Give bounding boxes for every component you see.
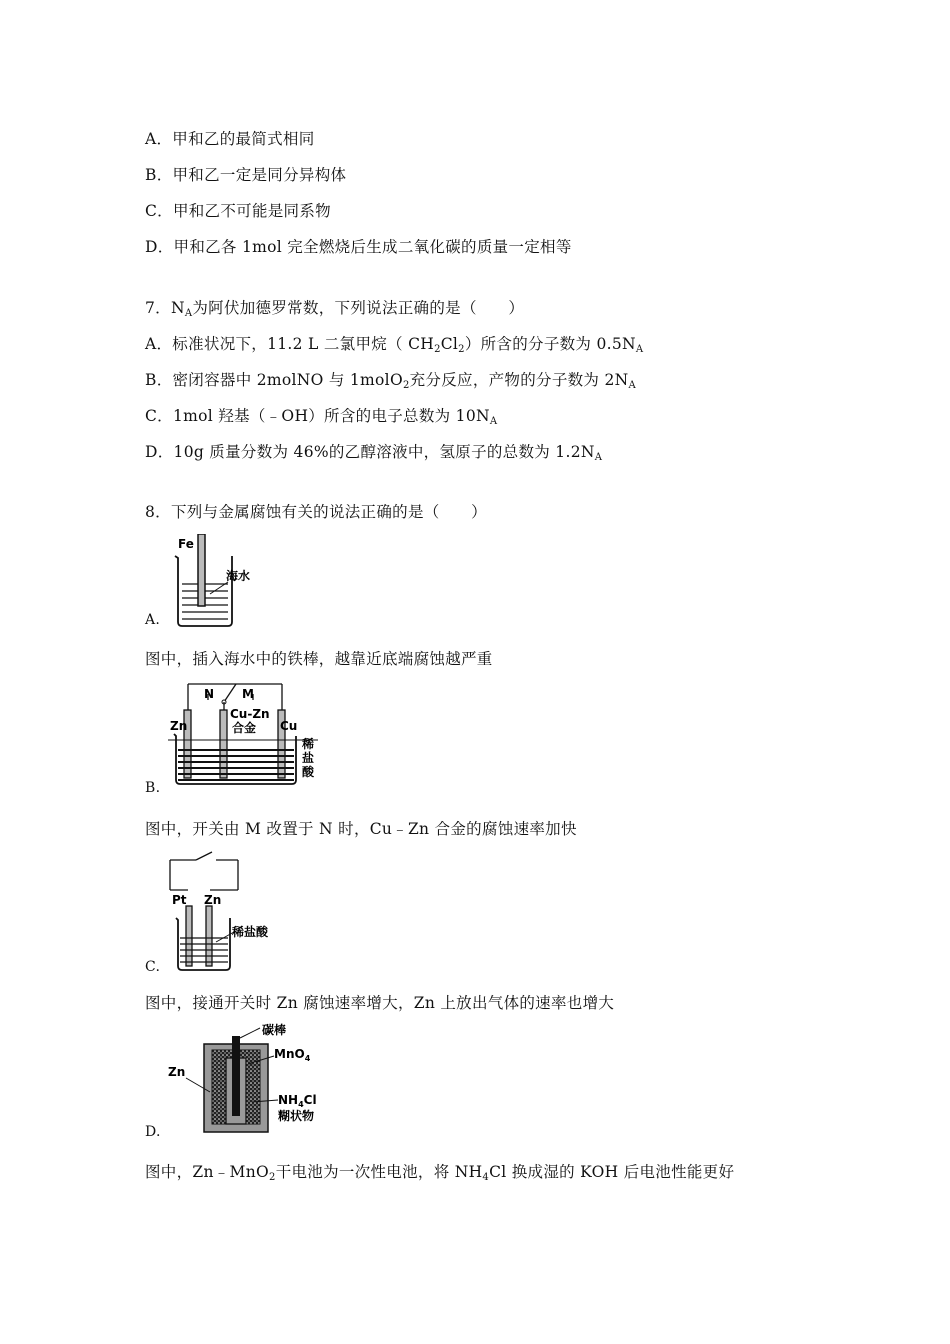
q7-option-d: D．10g 质量分数为 46%的乙醇溶液中，氢原子的总数为 $1.2N_A$ (145, 443, 603, 463)
q6-option-d: D．甲和乙各 1mol 完全燃烧后生成二氧化碳的质量一定相等 (145, 238, 572, 256)
acid-label-2: 盐 (302, 751, 315, 765)
carbon-rod-label: 碳棒 (262, 1023, 287, 1037)
q8-option-a-text: 图中，插入海水中的铁棒，越靠近底端腐蚀越严重 (145, 650, 493, 668)
figure-a-fe-seawater (170, 534, 270, 629)
figure-b-alloy-switch (168, 680, 328, 788)
q6-option-b: B．甲和乙一定是同分异构体 (145, 166, 347, 184)
q8-option-a-label: A. (145, 612, 161, 628)
switch-n-label: N (204, 687, 215, 701)
q7-stem: 7．$N_A$为阿伏加德罗常数，下列说法正确的是（ ） (145, 299, 525, 319)
zn-label-d: Zn (168, 1065, 186, 1079)
q8-option-c-text: 图中，接通开关时 Zn 腐蚀速率增大，Zn 上放出气体的速率也增大 (145, 994, 615, 1012)
q8-option-d-text: 图中，Zn﹣MnO$_2$干电池为一次性电池，将 $NH_4Cl$ 换成湿的 KOH 后电池性能更好 (145, 1163, 735, 1183)
q6-option-a: A．甲和乙的最简式相同 (145, 130, 315, 148)
alloy-label-2: 合金 (232, 721, 257, 735)
zn-label: Zn (170, 719, 188, 733)
pt-label: Pt (172, 893, 187, 907)
q8-option-b-label: B. (145, 780, 161, 796)
q8-stem: 8．下列与金属腐蚀有关的说法正确的是（ ） (145, 503, 487, 521)
figure-c-pt-zn-cell (166, 850, 286, 975)
alloy-label-1: Cu-Zn (230, 707, 270, 721)
paste-label: 糊状物 (278, 1109, 315, 1123)
q7-option-b: B．密闭容器中 2molNO 与 1molO$_2$充分反应，产物的分子数为 $2N_A$ (145, 371, 637, 391)
switch-m-label: M (242, 687, 254, 701)
figure-d-dry-cell (166, 1022, 336, 1137)
q6-option-c: C．甲和乙不可能是同系物 (145, 202, 331, 220)
nh4cl-label: $NH_4Cl$ (278, 1093, 317, 1109)
cu-label: Cu (280, 719, 298, 733)
fe-label: Fe (178, 537, 194, 551)
seawater-label: 海水 (226, 569, 251, 583)
acid-label-1: 稀 (302, 737, 315, 751)
q8-option-d-label: D. (145, 1124, 161, 1140)
q8-option-c-label: C. (145, 959, 161, 975)
q7-option-c: C．1mol 羟基（﹣OH）所含的电子总数为 $10N_A$ (145, 407, 498, 427)
zn-label-c: Zn (204, 893, 222, 907)
mno-label: MnO$_4$ (274, 1047, 311, 1063)
dilute-hcl-label: 稀盐酸 (232, 925, 269, 939)
acid-label-3: 酸 (302, 765, 315, 779)
q8-option-b-text: 图中，开关由 M 改置于 N 时，Cu﹣Zn 合金的腐蚀速率加快 (145, 820, 577, 838)
q7-option-a: A．标准状况下，11.2 L 二氯甲烷（ $CH_2Cl_2$）所含的分子数为 $0.5N_A$ (145, 335, 644, 355)
